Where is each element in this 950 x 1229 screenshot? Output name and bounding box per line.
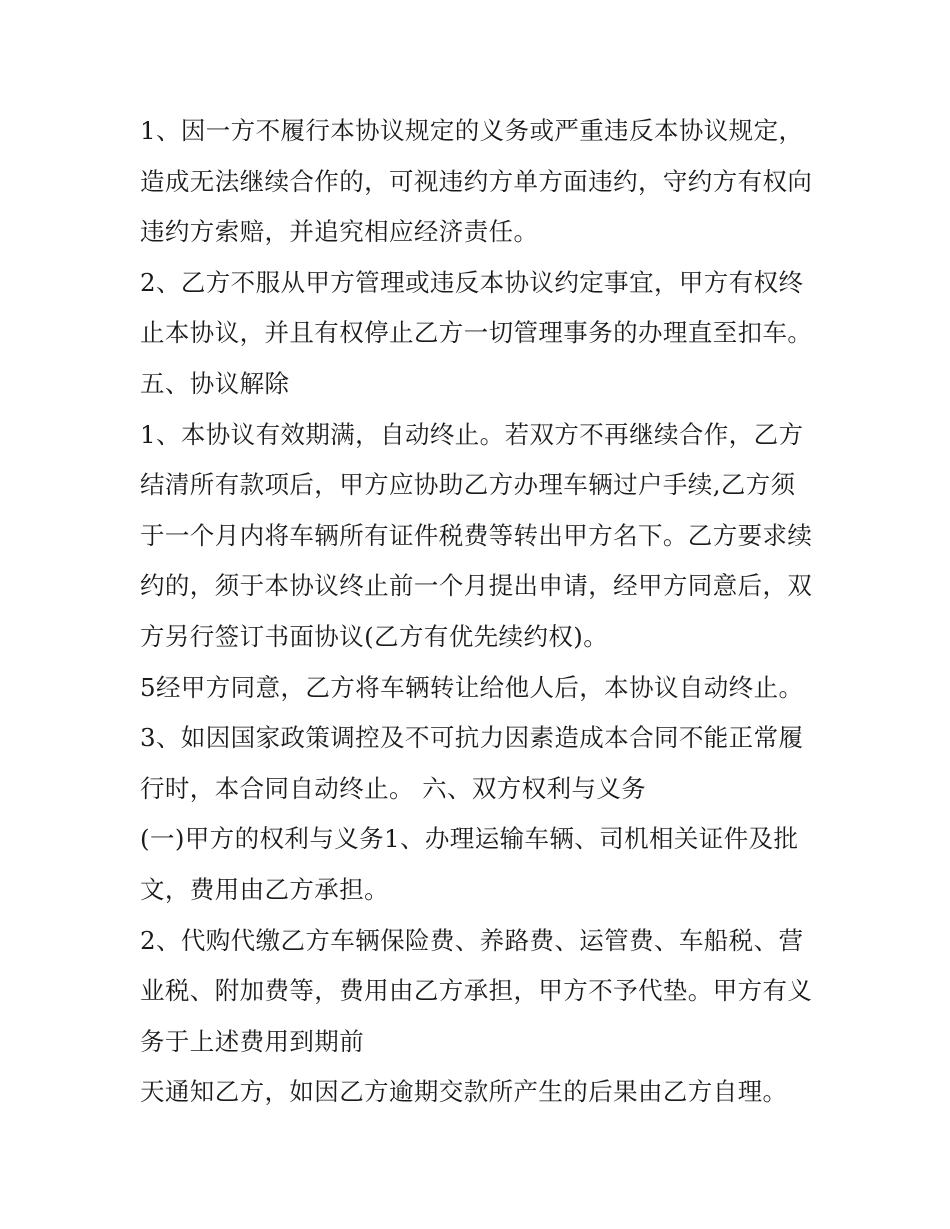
text-line: 止本协议，并且有权停止乙方一切管理事务的办理直至扣车。 [140,318,813,348]
text-line: 业税、附加费等，费用由乙方承担，甲方不予代垫。甲方有义 [140,976,813,1006]
text-line: 行时，本合同自动终止。 六、双方权利与义务 [140,773,647,803]
document-body [140,106,830,1118]
text-line: 1、本协议有效期满，自动终止。若双方不再继续合作，乙方 [140,419,804,449]
text-line: 方另行签订书面协议(乙方有优先续约权)。 [140,621,609,651]
section-heading: 五、协议解除 [140,368,290,398]
text-line: 约的，须于本协议终止前一个月提出申请，经甲方同意后，双 [140,571,813,601]
text-line: 结清所有款项后，甲方应协助乙方办理车辆过户手续,乙方须 [140,470,796,500]
text-line: 务于上述费用到期前 [140,1026,365,1056]
text-line: 1、因一方不履行本协议规定的义务或严重违反本协议规定， [140,116,804,145]
text-line: 2、代购代缴乙方车辆保险费、养路费、运管费、车船税、营 [140,925,804,955]
text-line: 天通知乙方，如因乙方逾期交款所产生的后果由乙方自理。 [140,1077,788,1107]
text-line: 于一个月内将车辆所有证件税费等转出甲方名下。乙方要求续 [140,520,813,550]
text-line: 3、如因国家政策调控及不可抗力因素造成本合同不能正常履 [140,723,804,753]
text-line: 2、乙方不服从甲方管理或违反本协议约定事宜，甲方有权终 [140,267,804,297]
text-line: 文，费用由乙方承担。 [140,874,389,904]
text-line: 造成无法继续合作的，可视违约方单方面违约，守约方有权向 [140,166,813,196]
text-line: (一)甲方的权利与义务1、办理运输车辆、司机相关证件及批 [140,824,799,854]
text-line: 违约方索赔，并追究相应经济责任。 [140,217,539,247]
text-line: 5经甲方同意，乙方将车辆转让给他人后，本协议自动终止。 [140,672,804,702]
